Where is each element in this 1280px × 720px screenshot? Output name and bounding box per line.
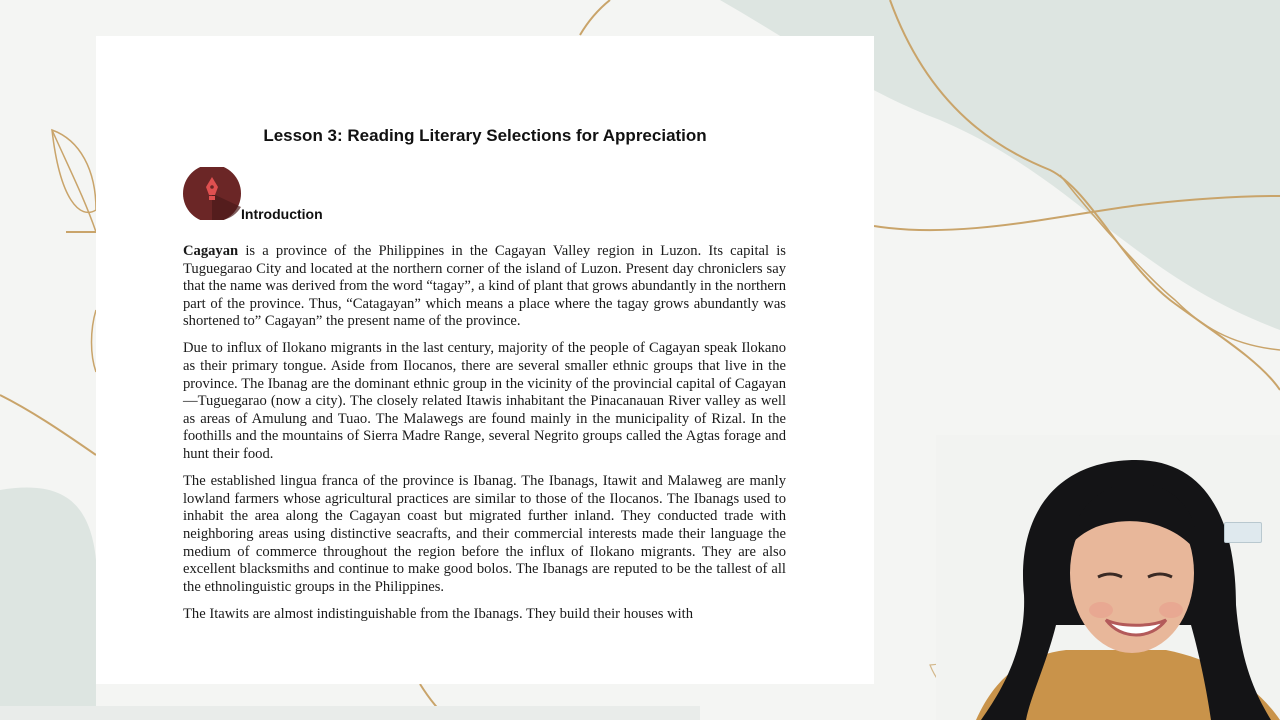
dark-bottom-strip [0, 706, 700, 720]
lesson-title: Lesson 3: Reading Literary Selections for Appreciation [263, 126, 707, 145]
paragraph: Due to influx of Ilokano migrants in the last century, majority of the people of Cagayan speak Ilokano as their primary tongue. Aside from Ilocanos, there are several smaller ethnic groups that live in the province. The Ibanag are the dominant ethnic group in the vicinity of the provincial capital of Cagayan—Tuguegarao (now a city). The closely related Itawis inhabitant the Pinacanauan River valley as well as areas of Amulung and Tuao. The Malawegs are found mainly in the municipality of Rizal. In the foothills and the mountains of Sierra Madre Range, several Negrito groups called the Agtas forage and hunt their food. [183, 340, 786, 463]
pen-nib-icon [183, 167, 241, 220]
webcam-indicator-badge [1224, 522, 1262, 543]
gold-line-4 [580, 0, 610, 35]
paragraph: The established lingua franca of the province is Ibanag. The Ibanags, Itawit and Malaweg are manly lowland farmers whose agricultural practices are similar to those of the Ilocanos. The Ibanags used to inhabit the area along the Cagayan coast but migrated further inland. They conducted trade with neighboring areas using distinctive seacrafts, and their commercial interests made their language the medium of commerce throughout the region before the influx of Ilokano migrants. They are also excellent blacksmiths and continue to make good bolos. The Ibanags are reputed to be the tallest of all the ethnolinguistic groups in the Philippines. [183, 473, 786, 595]
paragraph-lead-word: Cagayan [183, 243, 239, 259]
gold-line-5 [0, 395, 96, 455]
leaf-outline-left [52, 130, 96, 232]
presenter-video [936, 435, 1280, 720]
paragraph [183, 243, 786, 331]
body-text [183, 243, 786, 633]
sage-shape-bottom-left [0, 488, 96, 720]
paragraph: The Itawits are almost indistinguishable from the Ibanags. They build their houses with [183, 605, 694, 622]
webcam-feed [936, 435, 1280, 720]
section-heading-introduction: Introduction [241, 206, 323, 222]
document-page [96, 36, 874, 684]
paragraph-text: is a province of the Philippines in the Cagayan Valley region in Luzon. Its capital is Tuguegarao City and located at the northern corner of the island of Luzon. Present day chroniclers say that the name was derived from the word “tagay”, a kind of plant that grows abundantly in the northern part of the province. Thus, “Catagayan” which means a place where the tagay grows abundantly was shortened to” Cagayan” the present name of the province. [183, 243, 786, 330]
